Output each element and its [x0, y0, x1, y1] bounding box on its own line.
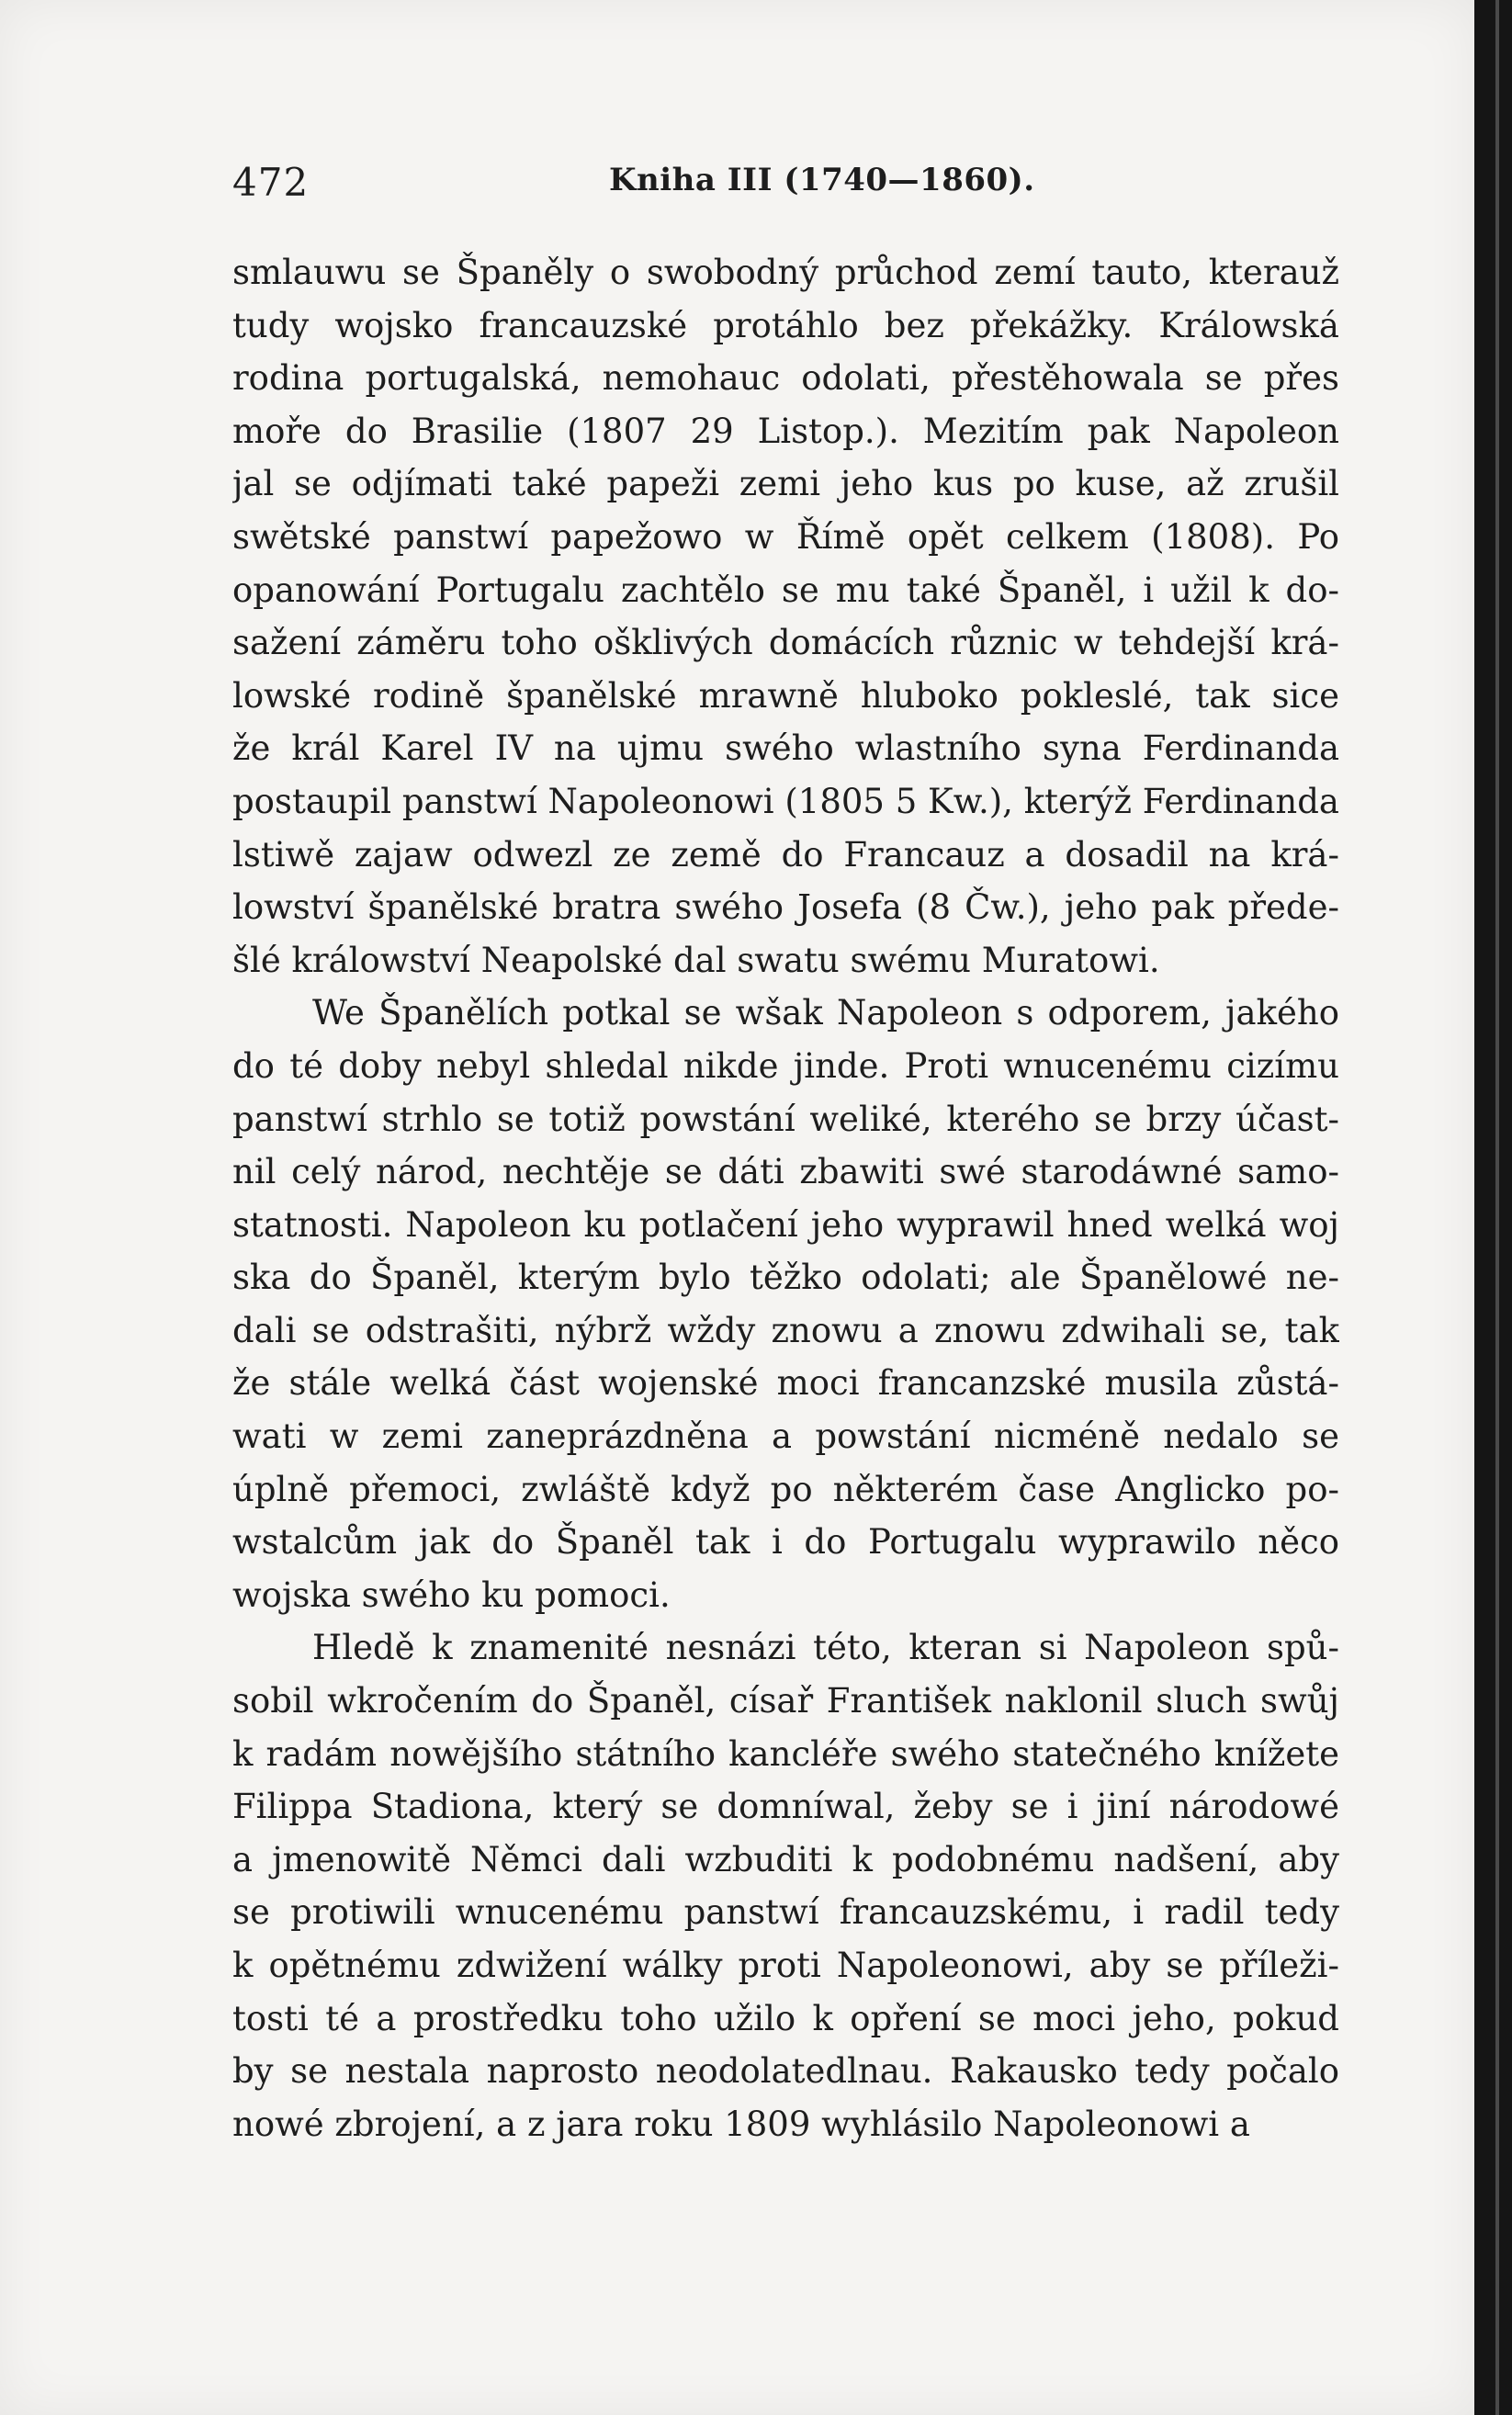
text-line: by se nestala naprosto neodolatedlnau. Rakausko tedy počalo — [232, 2051, 1339, 2092]
text-line: wstalcům jak do Španěl tak i do Portugalu wyprawilo něco — [232, 1522, 1339, 1563]
running-head — [232, 156, 1339, 211]
text-line: Hledě k znamenité nesnázi této, kteran si Napoleon spů- — [312, 1628, 1339, 1668]
text-line: do té doby nebyl shledal nikde jinde. Proti wnucenému cizímu — [232, 1045, 1339, 1086]
paragraph — [232, 987, 1339, 1621]
text-line: že stále welká část wojenské moci francanzské musila zůstá- — [232, 1363, 1339, 1404]
text-line: nowé zbrojení, a z jara roku 1809 wyhlásilo Napoleonowi a — [232, 2104, 1250, 2144]
text-line: Filippa Stadiona, který se domníwal, žeby se i jiní národowé — [232, 1787, 1339, 1827]
text-line: tudy wojsko francauzské protáhlo bez překážky. Králowská — [232, 305, 1339, 345]
text-line: lstiwě zajaw odwezl ze země do Francauz a dosadil na krá- — [232, 834, 1339, 875]
text-line: úplně přemoci, zwláště když po některém čase Anglicko po- — [232, 1469, 1339, 1509]
text-line: šlé králowství Neapolské dal swatu swému Muratowi. — [232, 940, 1160, 980]
text-line: se protiwili wnucenému panstwí francauzskému, i radil tedy — [232, 1892, 1339, 1933]
page-edge-shadow — [1474, 0, 1512, 2415]
text-line: wojska swého ku pomoci. — [232, 1574, 671, 1615]
text-line: jal se odjímati také papeži zemi jeho kus po kuse, až zrušil — [232, 464, 1339, 504]
text-line: k opětnému zdwižení wálky proti Napoleonowi, aby se příleži- — [232, 1946, 1339, 1985]
text-line: statnosti. Napoleon ku potlačení jeho wyprawil hned welká woj — [232, 1204, 1339, 1245]
paragraph — [232, 246, 1339, 987]
running-title: Kniha III (1740—1860). — [609, 162, 1035, 198]
page-edge-line — [1495, 0, 1499, 2415]
text-line: a jmenowitě Němci dali wzbuditi k podobnému nadšení, aby — [232, 1839, 1339, 1879]
text-line: tosti té a prostředku toho užilo k opření se moci jeho, pokud — [232, 1998, 1339, 2038]
paragraph — [232, 1621, 1339, 2150]
text-line: nil celý národ, nechtěje se dáti zbawiti swé starodáwné samo- — [232, 1152, 1339, 1192]
text-line: že král Karel IV na ujmu swého wlastního syna Ferdinanda — [232, 728, 1339, 769]
text-line: moře do Brasilie (1807 29 Listop.). Mezitím pak Napoleon — [232, 411, 1339, 451]
text-line: lowské rodině španělské mrawně hluboko pokleslé, tak sice — [232, 675, 1339, 716]
text-line: postaupil panstwí Napoleonowi (1805 5 Kw.), kterýž Ferdinanda — [232, 781, 1339, 821]
text-line: panstwí strhlo se totiž powstání weliké, kterého se brzy účast- — [232, 1099, 1339, 1139]
text-line: k radám nowějšího státního kancléře swého statečného knížete — [232, 1733, 1339, 1774]
text-line: sobil wkročením do Španěl, císař František naklonil sluch swůj — [232, 1681, 1339, 1721]
text-line: sažení záměru toho ošklivých domácích různic w tehdejší krá- — [232, 623, 1339, 663]
page-number: 472 — [232, 160, 310, 205]
text-line: We Španělích potkal se wšak Napoleon s odporem, jakého — [312, 993, 1339, 1033]
text-line: wati w zemi zaneprázdněna a powstání nicméně nedalo se — [232, 1416, 1339, 1457]
text-line: opanowání Portugalu zachtělo se mu také Španěl, i užil k do- — [232, 570, 1339, 610]
text-line: smlauwu se Španěly o swobodný průchod zemí tauto, kterauž — [232, 253, 1339, 292]
body-text — [232, 246, 1339, 2150]
text-line: lowství španělské bratra swého Josefa (8 Čw.), jeho pak přede- — [232, 887, 1339, 928]
text-line: swětské panstwí papežowo w Římě opět celkem (1808). Po — [232, 516, 1339, 557]
text-line: dali se odstrašiti, nýbrž wždy znowu a znowu zdwihali se, tak — [232, 1310, 1339, 1350]
text-line: ska do Španěl, kterým bylo těžko odolati; ale Španělowé ne- — [232, 1258, 1339, 1298]
text-line: rodina portugalská, nemohauc odolati, přestěhowala se přes — [232, 358, 1339, 399]
